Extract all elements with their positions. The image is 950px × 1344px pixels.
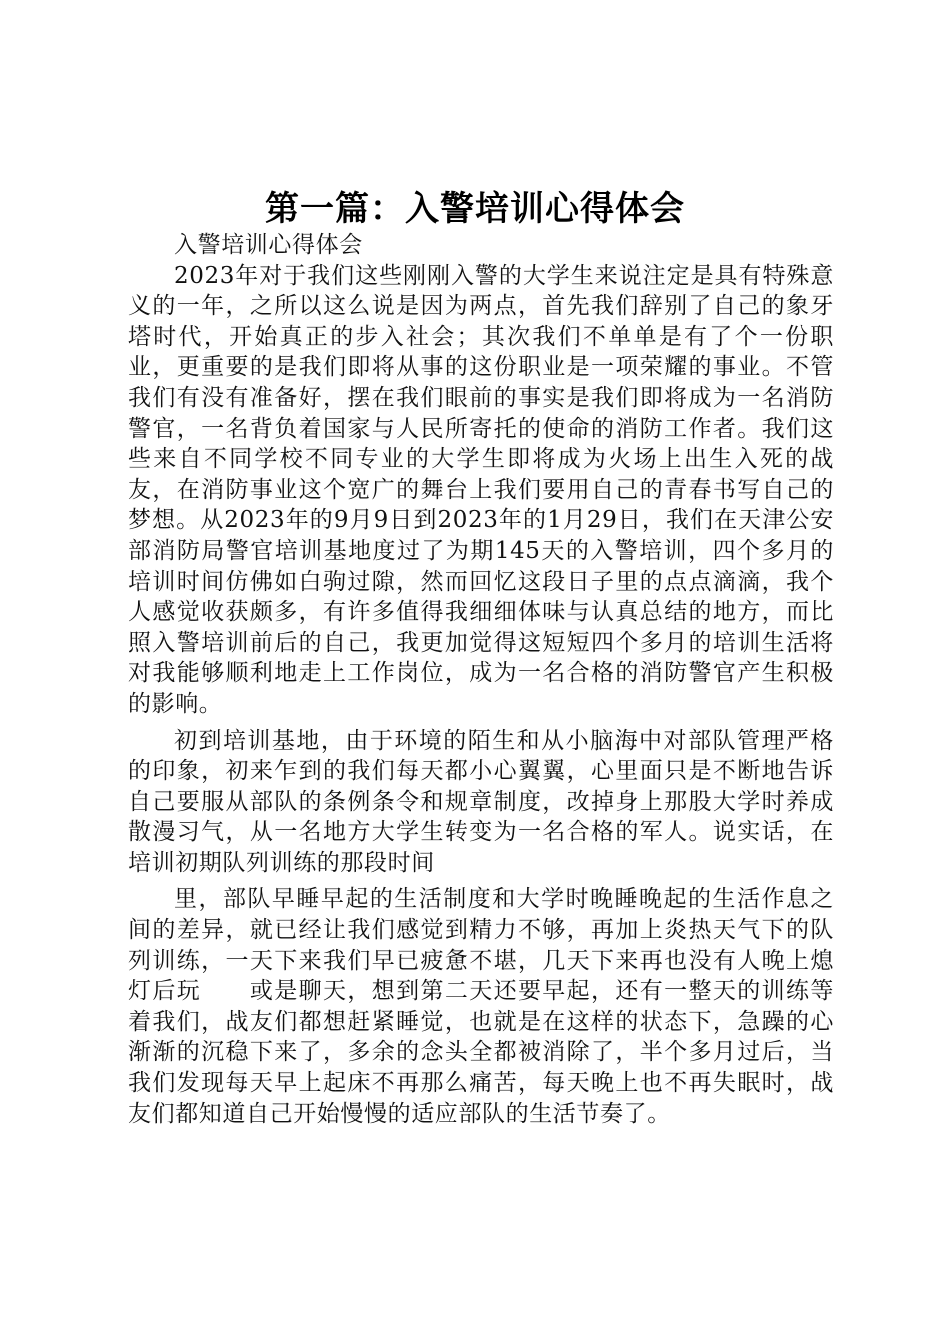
paragraph-3: 里，部队早睡早起的生活制度和大学时晚睡晚起的生活作息之间的差异，就已经让我们感觉到精力不够，再加上炎热天气下的队列训练，一天下来我们早已疲惫不堪，几天下来再也没有人晚上熄灯后玩 或是聊天，想到第二天还要早起，还有一整天的训练等着我们，战友们都想赶紧睡觉，也就是在这样的状态下，急躁的心渐渐的沉稳下来了，多余的念头全都被消除了，半个多月过后，当我们发现每天早上起床不再那么痛苦，每天晚上也不再失眠时，战友们都知道自己开始慢慢的适应部队的生活节奏了。 — [128, 886, 834, 1127]
document-title: 第一篇：入警培训心得体会 — [265, 189, 685, 229]
document-body — [128, 230, 834, 1135]
paragraph-2: 初到培训基地，由于环境的陌生和从小脑海中对部队管理严格的印象，初来乍到的我们每天都小心翼翼，心里面只是不断地告诉自己要服从部队的条例条令和规章制度，改掉身上那股大学时养成散漫习气，从一名地方大学生转变为一名合格的军人。说实话，在培训初期队列训练的那段时间 — [128, 727, 834, 876]
document-subtitle: 入警培训心得体会 — [174, 232, 363, 258]
paragraph-1: 2023年对于我们这些刚刚入警的大学生来说注定是具有特殊意义的一年，之所以这么说是因为两点，首先我们辞别了自己的象牙塔时代，开始真正的步入社会；其次我们不单单是有了个一份职业，更重要的是我们即将从事的这份职业是一项荣耀的事业。不管我们有没有准备好，摆在我们眼前的事实是我们即将成为一名消防警官，一名背负着国家与人民所寄托的使命的消防工作者。我们这些来自不同学校不同专业的大学生即将成为火场上出生入死的战友，在消防事业这个宽广的舞台上我们要用自己的青春书写自己的梦想。从2023年的9月9日到2023年的1月29日，我们在天津公安部消防局警官培训基地度过了为期145天的入警培训，四个多月的培训时间仿佛如白驹过隙，然而回忆这段日子里的点点滴滴，我个人感觉收获颇多，有许多值得我细细体味与认真总结的地方，而比照入警培训前后的自己，我更加觉得这短短四个多月的培训生活将对我能够顺利地走上工作岗位，成为一名合格的消防警官产生积极的影响。 — [128, 262, 834, 717]
